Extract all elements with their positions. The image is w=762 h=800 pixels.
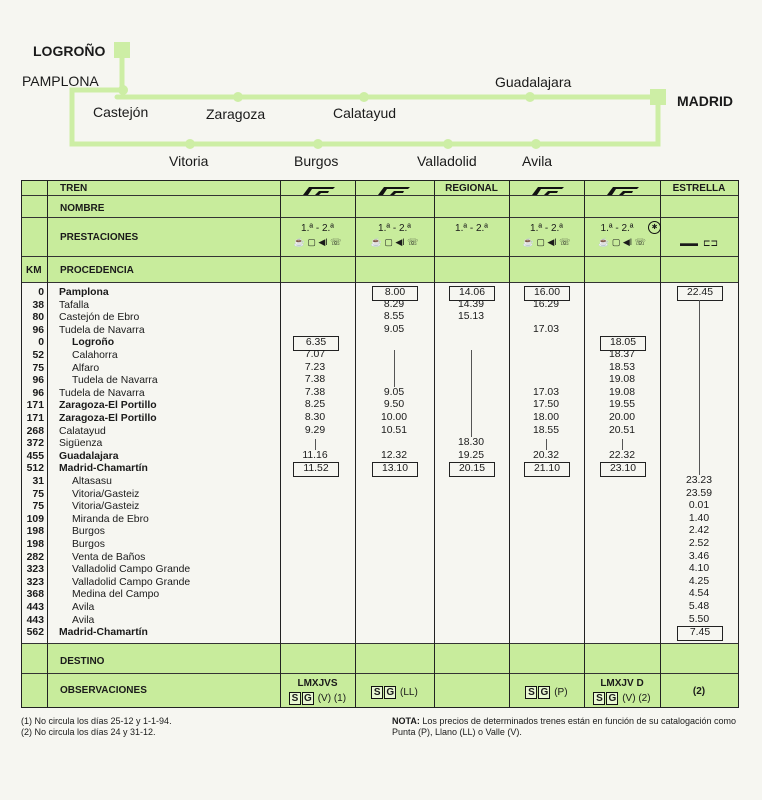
cafeteria-icon: ☕ <box>598 237 610 247</box>
cafeteria-icon: ☕ <box>522 237 534 247</box>
station-name: Miranda de Ebro <box>72 513 149 525</box>
class-label: 1.ª - 2.ª <box>530 223 563 234</box>
km-cell: 96 <box>32 324 44 336</box>
time-cell: 23.59 <box>685 487 712 499</box>
couchette-icon: ⊏⊐ <box>702 238 719 248</box>
time-cell: 8.30 <box>304 412 326 423</box>
col-divider <box>47 181 48 707</box>
station-name: Vitoria/Gasteiz <box>72 501 140 513</box>
time-cell: 4.10 <box>688 563 710 575</box>
time-cell: 22.45 <box>677 286 723 301</box>
train-type-estrella: ESTRELLA <box>672 183 726 194</box>
time-cell: 8.29 <box>383 298 405 310</box>
phone-icon: ☏ <box>330 237 342 247</box>
station-name: Madrid-Chamartín <box>59 627 148 639</box>
km-cell: 443 <box>26 614 44 626</box>
time-cell: 5.48 <box>688 601 710 612</box>
city-pamplona: PAMPLONA <box>22 73 99 89</box>
service-icons <box>660 238 738 249</box>
time-cell: 20.51 <box>608 424 635 436</box>
obs-g-badge: G <box>538 686 550 699</box>
station-name: Guadalajara <box>59 450 119 462</box>
vitoria-node <box>185 139 195 149</box>
time-cell: 20.15 <box>449 462 495 477</box>
city-avila: Avila <box>522 153 553 169</box>
col-divider <box>434 181 435 707</box>
station-name: Calahorra <box>72 350 118 361</box>
label-prestaciones: PRESTACIONES <box>60 232 139 243</box>
km-cell: 512 <box>26 463 44 475</box>
obs-code: (2) <box>692 686 706 697</box>
video-icon: ▢ <box>536 237 545 247</box>
time-cell: 11.16 <box>302 449 328 461</box>
rule <box>22 282 738 283</box>
station-name: Alfaro <box>72 362 100 374</box>
time-cell: 9.05 <box>383 323 405 335</box>
time-cell: 17.50 <box>532 399 559 411</box>
station-name: Sigüenza <box>59 438 103 450</box>
station-name: Avila <box>72 602 95 613</box>
station-name: Madrid-Chamartín <box>59 463 148 475</box>
cafeteria-icon: ☕ <box>370 237 382 247</box>
time-cell: 10.00 <box>380 412 407 423</box>
obs-g-badge: G <box>302 692 314 705</box>
col-divider <box>584 181 585 707</box>
time-cell: 2.42 <box>688 525 710 537</box>
castejon-node <box>118 85 128 95</box>
video-icon: ▢ <box>384 237 393 247</box>
obs-code: (V) (2) <box>622 693 651 704</box>
time-cell: 18.05 <box>600 336 646 351</box>
city-vitoria: Vitoria <box>169 153 209 169</box>
note-1: (1) No circula los días 25-12 y 1-1-94. <box>21 716 172 726</box>
time-cell: 23.10 <box>600 462 646 477</box>
train-type-ic-logo <box>299 183 339 193</box>
continuation-line <box>699 300 700 475</box>
label-destino: DESTINO <box>60 656 105 667</box>
service-icons <box>280 237 355 248</box>
train-type-ic-logo <box>374 183 414 193</box>
km-cell: 268 <box>26 425 44 437</box>
rule <box>22 217 738 218</box>
time-cell: 18.53 <box>608 361 635 373</box>
rule <box>22 256 738 257</box>
time-cell: 20.00 <box>608 412 635 423</box>
zaragoza-node <box>233 92 243 102</box>
station-name: Valladolid Campo Grande <box>72 564 191 576</box>
station-name: Tafalla <box>59 299 90 311</box>
station-name: Zaragoza-El Portillo <box>59 413 157 424</box>
time-cell: 1.40 <box>688 512 710 524</box>
km-cell: 75 <box>32 488 44 500</box>
time-cell: 19.25 <box>457 449 484 461</box>
continuation-line <box>394 350 395 386</box>
km-cell: 96 <box>32 375 44 387</box>
km-cell: 368 <box>26 589 44 601</box>
burgos-node <box>313 139 323 149</box>
class-label: 1.ª - 2.ª <box>301 223 334 234</box>
col-divider <box>355 181 356 707</box>
obs-code: (V) (1) <box>317 693 347 704</box>
station-name: Burgos <box>72 526 105 538</box>
city-madrid: MADRID <box>677 93 733 109</box>
class-label: 1.ª - 2.ª <box>600 223 634 234</box>
time-cell: 7.38 <box>304 386 326 398</box>
calatayud-node <box>359 92 369 102</box>
time-cell: 17.03 <box>532 323 559 335</box>
obs-days: LMXJVS <box>297 678 338 689</box>
km-cell: 0 <box>38 287 44 298</box>
obs-cell <box>355 686 434 699</box>
time-cell: 21.10 <box>524 462 570 477</box>
km-cell: 96 <box>32 387 44 399</box>
station-name: Tudela de Navarra <box>72 375 158 387</box>
km-cell: 38 <box>32 299 44 311</box>
label-observaciones: OBSERVACIONES <box>60 685 147 696</box>
km-cell: 0 <box>38 337 44 349</box>
time-cell: 22.32 <box>608 449 635 461</box>
guadalajara-node <box>525 92 535 102</box>
timetable <box>21 180 739 708</box>
km-cell: 282 <box>26 551 44 563</box>
km-cell: 109 <box>26 513 44 525</box>
km-cell: 372 <box>26 438 44 450</box>
time-cell: 2.52 <box>688 538 710 549</box>
station-name: Avila <box>72 614 95 626</box>
obs-g-badge: G <box>384 686 396 699</box>
class-label: 1.ª - 2.ª <box>455 223 488 234</box>
station-name: Altasasu <box>72 476 112 487</box>
time-cell: 13.10 <box>372 462 418 477</box>
time-cell: 7.45 <box>677 626 723 641</box>
col-divider <box>660 181 661 707</box>
time-cell: 16.00 <box>524 286 570 301</box>
km-cell: 31 <box>32 476 44 487</box>
time-cell: 18.00 <box>532 412 559 423</box>
time-cell: 19.55 <box>608 399 635 411</box>
notes-right <box>392 716 747 738</box>
station-name: Calatayud <box>59 425 106 437</box>
audio-icon: ◀ǀ <box>622 237 633 247</box>
video-icon: ▢ <box>307 237 316 247</box>
obs-s-badge: S <box>525 686 537 699</box>
km-cell: 75 <box>32 362 44 374</box>
nota-label: NOTA: <box>392 716 420 726</box>
station-name: Burgos <box>72 539 105 550</box>
time-cell: 7.38 <box>304 374 326 386</box>
time-cell: 6.35 <box>293 336 339 351</box>
time-cell: 9.29 <box>304 424 326 436</box>
obs-cell <box>280 692 355 705</box>
km-cell: 171 <box>26 413 44 424</box>
obs-code: (P) <box>554 687 568 698</box>
time-cell: 16.29 <box>532 298 559 310</box>
time-cell: 12.32 <box>380 449 407 461</box>
video-icon: ▢ <box>611 237 621 247</box>
train-type-ic-logo <box>528 183 568 193</box>
madrid-node <box>650 89 666 105</box>
class-label: 1.ª - 2.ª <box>378 223 411 234</box>
km-cell: 323 <box>26 576 44 588</box>
nota-text: Los precios de determinados trenes están en función de su catalogación como Punta (P), Llano (LL) o Valle (V). <box>392 716 737 737</box>
km-cell: 198 <box>26 539 44 550</box>
route-map <box>0 0 762 178</box>
km-cell: 455 <box>26 450 44 462</box>
service-icons <box>355 237 434 248</box>
audio-icon: ◀ǀ <box>395 237 405 247</box>
audio-icon: ◀ǀ <box>547 237 557 247</box>
time-cell: 20.32 <box>532 449 559 461</box>
obs-s-badge: S <box>289 692 301 705</box>
continuation-line <box>471 350 472 437</box>
note-2: (2) No circula los días 24 y 31-12. <box>21 727 156 737</box>
km-cell: 75 <box>32 501 44 513</box>
time-cell: 5.50 <box>688 613 710 625</box>
obs-s-badge: S <box>371 686 383 699</box>
continuation-line <box>622 439 623 450</box>
obs-days: LMXJV D <box>600 678 644 689</box>
station-name: Tudela de Navarra <box>59 324 145 336</box>
time-cell: 14.06 <box>449 286 495 301</box>
km-cell: 562 <box>26 627 44 639</box>
station-name: Pamplona <box>59 287 109 298</box>
time-cell: 8.25 <box>304 399 326 411</box>
obs-cell <box>584 692 660 705</box>
time-cell: 15.13 <box>457 311 484 323</box>
phone-icon: ☏ <box>634 237 646 247</box>
station-name: Medina del Campo <box>72 589 160 601</box>
phone-icon: ☏ <box>559 237 571 247</box>
continuation-line <box>315 439 316 450</box>
col-divider <box>509 181 510 707</box>
avila-node <box>531 139 541 149</box>
label-procedencia: PROCEDENCIA <box>60 265 134 276</box>
valladolid-node <box>443 139 453 149</box>
city-logrono: LOGROÑO <box>33 43 106 59</box>
train-type-regional: REGIONAL <box>445 183 498 194</box>
city-castejon: Castejón <box>93 104 149 120</box>
km-cell: 198 <box>26 526 44 538</box>
station-name: Venta de Baños <box>72 551 146 563</box>
label-km: KM <box>26 265 42 276</box>
time-cell: 7.07 <box>304 349 326 360</box>
rule <box>22 673 738 674</box>
city-zaragoza: Zaragoza <box>206 106 266 122</box>
obs-g-badge: G <box>606 692 618 705</box>
time-cell: 19.08 <box>608 374 635 386</box>
station-name: Zaragoza-El Portillo <box>59 400 157 412</box>
time-cell: 17.03 <box>532 386 559 398</box>
notes-left <box>21 716 172 738</box>
time-cell: 11.52 <box>293 462 339 477</box>
station-name: Valladolid Campo Grande <box>72 576 191 588</box>
train-type-ic-logo <box>603 183 643 193</box>
obs-s-badge: S <box>593 692 605 705</box>
time-cell: 4.54 <box>688 588 710 600</box>
continuation-line <box>546 439 547 450</box>
city-burgos: Burgos <box>294 153 339 169</box>
label-nombre: NOMBRE <box>60 203 105 214</box>
service-icons <box>509 237 584 248</box>
station-name: Tudela de Navarra <box>59 387 145 399</box>
time-cell: 14.39 <box>457 298 484 310</box>
km-cell: 323 <box>26 564 44 576</box>
service-icons <box>584 237 660 248</box>
time-cell: 3.46 <box>688 550 710 562</box>
logrono-node <box>114 42 130 58</box>
km-cell: 443 <box>26 602 44 613</box>
time-cell: 8.00 <box>372 286 418 301</box>
city-valladolid: Valladolid <box>417 153 477 169</box>
time-cell: 18.37 <box>608 349 635 360</box>
km-cell: 52 <box>32 350 44 361</box>
time-cell: 7.23 <box>304 361 326 373</box>
obs-cell <box>509 686 584 699</box>
time-cell: 18.30 <box>457 437 484 449</box>
time-cell: 8.55 <box>383 311 405 323</box>
time-cell: 9.05 <box>383 386 405 398</box>
time-cell: 19.08 <box>608 386 635 398</box>
km-cell: 80 <box>32 312 44 324</box>
km-cell: 171 <box>26 400 44 412</box>
audio-icon: ◀ǀ <box>318 237 328 247</box>
col-divider <box>280 181 281 707</box>
time-cell: 9.50 <box>383 399 405 411</box>
time-cell: 0.01 <box>688 500 710 512</box>
city-calatayud: Calatayud <box>333 105 397 121</box>
obs-code: (LL) <box>399 687 418 698</box>
cafeteria-icon: ☕ <box>293 237 305 247</box>
time-cell: 4.25 <box>688 575 710 587</box>
bed-icon: ▬▬ <box>679 238 698 248</box>
city-guadalajara: Guadalajara <box>495 74 572 90</box>
rule <box>22 643 738 644</box>
time-cell: 10.51 <box>380 424 407 436</box>
station-name: Vitoria/Gasteiz <box>72 488 140 500</box>
time-cell: 18.55 <box>532 424 559 436</box>
route-lines <box>0 0 762 178</box>
ac-icon: ✱ <box>648 221 661 234</box>
station-name: Castejón de Ebro <box>59 312 140 324</box>
label-tren: TREN <box>60 183 88 194</box>
time-cell: 23.23 <box>685 475 712 486</box>
phone-icon: ☏ <box>407 237 419 247</box>
station-name: Logroño <box>72 337 115 349</box>
